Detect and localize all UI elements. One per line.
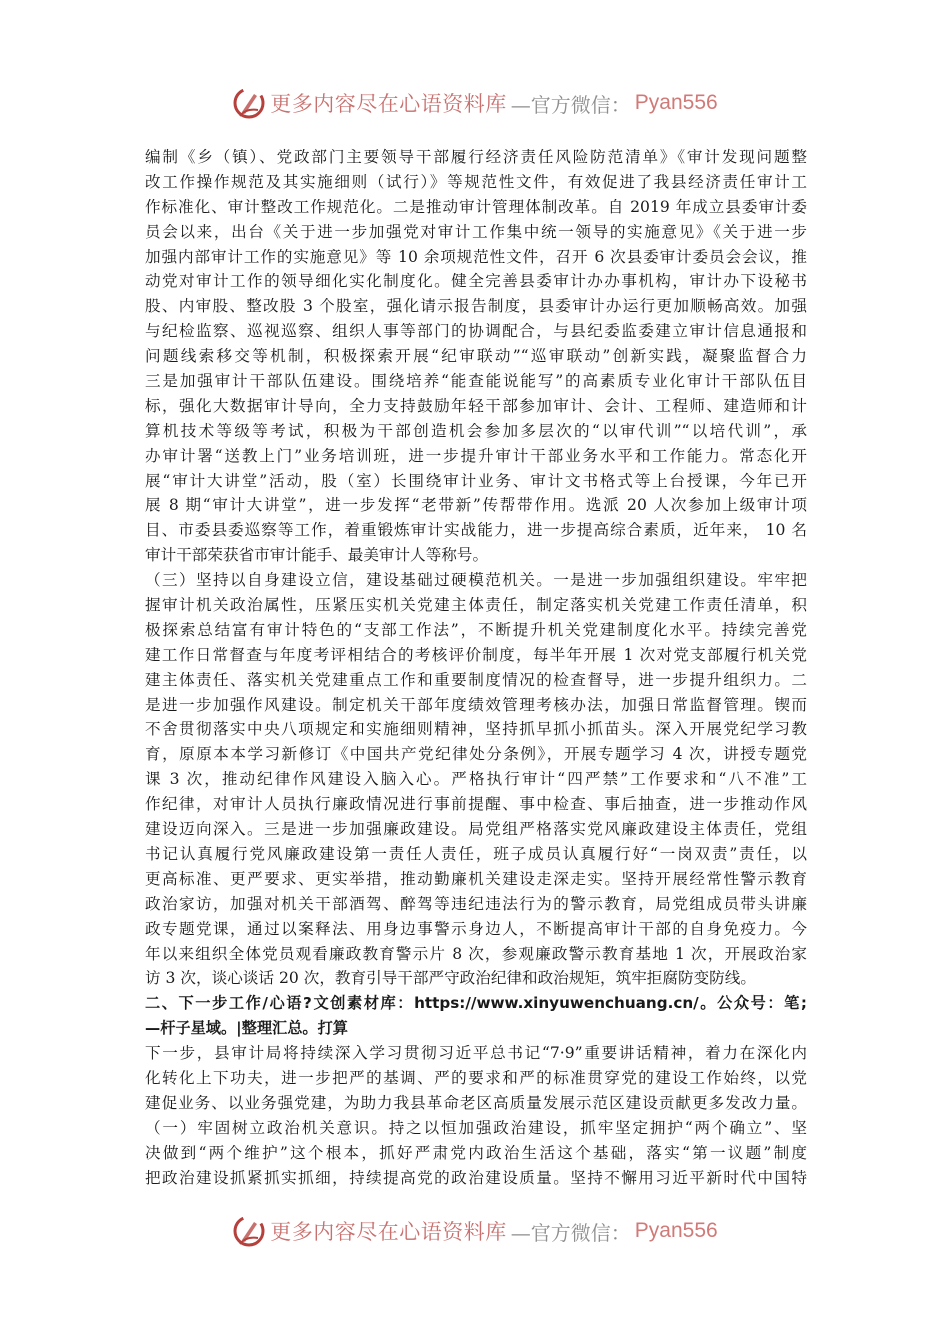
text-line: 课 3 次，推动纪律作风建设入脑入心。严格执行审计“四严禁”工作要求和“八不准”工: [145, 770, 807, 789]
text-line: 决做到“两个维护”这个根本，抓好严肃党内政治生活这个基础，落实“第一议题”制度: [145, 1143, 807, 1162]
text-line: 建工作日常督查与年度考评相结合的考核评价制度，每半年开展 1 次对党支部履行机关党: [145, 645, 807, 664]
text-line: 建主体责任、落实机关党建重点工作和重要制度情况的检查督导，进一步提升组织力。二: [145, 670, 807, 689]
pen-logo-icon: [232, 86, 266, 120]
watermark-wechat-id: Pyan556: [634, 91, 718, 114]
text-line: 握审计机关政治属性，压紧压实机关党建主体责任，制定落实机关党建工作责任清单，积: [145, 596, 807, 615]
text-line: 是进一步加强作风建设。制定机关干部年度绩效管理考核办法，加强日常监督管理。锲而: [145, 695, 807, 714]
text-line: 极探索总结富有审计特色的“支部工作法”，不断提升机关党建制度化水平。持续完善党: [145, 620, 807, 639]
text-line: （三）坚持以自身建设立信，建设基础过硬模范机关。一是进一步加强组织建设。牢牢把: [145, 571, 807, 590]
section-heading-line: 二、下一步工作/心语?文创素材库：https://www.xinyuwenchuang.cn/。公众号：笔;: [145, 994, 807, 1013]
text-line: 股、内审股、整改股 3 个股室，强化请示报告制度，县委审计办运行更加顺畅高效。加强: [145, 297, 807, 316]
text-line: 动党对审计工作的领导细化实化制度化。健全完善县委审计办办事机构，审计办下设秘书: [145, 272, 807, 291]
text-line: 更高标准、更严要求、更实举措，推动勤廉机关建设走深走实。坚持开展经常性警示教育: [145, 869, 807, 888]
text-line: 把政治建设抓紧抓实抓细，持续提高党的政治建设质量。坚持不懈用习近平新时代中国特: [145, 1168, 807, 1187]
text-line: 目、市委县委巡察等工作，着重锻炼审计实战能力，进一步提高综合素质，近年来， 10 名: [145, 521, 807, 540]
text-line: 书记认真履行党风廉政建设第一责任人责任，班子成员认真履行好“一岗双责”责任，以: [145, 844, 807, 863]
text-line: （一）牢固树立政治机关意识。持之以恒加强政治建设，抓牢坚定拥护“两个确立”、坚: [145, 1118, 807, 1137]
text-line: 访 3 次，谈心谈话 20 次，教育引导干部严守政治纪律和政治规矩，筑牢拒腐防变防线。: [145, 969, 756, 988]
text-line: 三是加强审计干部队伍建设。围绕培养“能查能说能写”的高素质专业化审计干部队伍目: [145, 372, 807, 391]
pen-logo-icon: [232, 1214, 266, 1248]
watermark-separator: —官方微信：: [510, 92, 631, 117]
text-line: 算机技术等级等考试，积极为干部创造机会参加多层次的“以审代训”“以培代训”，承: [145, 421, 807, 440]
text-line: 问题线索移交等机制，积极探索开展“纪审联动”“巡审联动”创新实践，凝聚监督合力: [145, 347, 807, 366]
text-line: 政治家访，加强对机关干部酒驾、醉驾等违纪违法行为的警示教育，局党组成员带头讲廉: [145, 894, 807, 913]
footer-watermark: [0, 1211, 950, 1251]
text-line: 员会以来，出台《关于进一步加强党对审计工作集中统一领导的实施意见》《关于进一步: [145, 222, 807, 241]
text-line: 育，原原本本学习新修订《中国共产党纪律处分条例》，开展专题学习 4 次，讲授专题党: [145, 745, 807, 764]
text-line: 年以来组织全体党员观看廉政教育警示片 8 次，参观廉政警示教育基地 1 次，开展政治家: [145, 944, 807, 963]
text-line: 编制《乡（镇）、党政部门主要领导干部履行经济责任风险防范清单》《审计发现问题整: [145, 148, 807, 166]
text-line: 化转化上下功夫，进一步把严的基调、严的要求和严的标准贯穿党的建设工作始终，以党: [145, 1068, 807, 1087]
text-line: 政专题党课，通过以案释法、用身边事警示身边人，不断提高审计干部的自身免疫力。今: [145, 919, 807, 938]
text-line: 审计干部荣获省市审计能手、最美审计人等称号。: [145, 546, 489, 565]
text-line: 标，强化大数据审计导向，全力支持鼓励年轻干部参加审计、会计、工程师、建造师和计: [145, 396, 807, 415]
watermark-wechat-id: Pyan556: [634, 1219, 718, 1242]
text-line: 改工作操作规范及其实施细则（试行）》等规范性文件，有效促进了我县经济责任审计工: [145, 172, 807, 191]
watermark-brand: 更多内容尽在心语资料库: [270, 1220, 507, 1244]
text-line: 作纪律，对审计人员执行廉政情况进行事前提醒、事中检查、事后抽查，进一步推动作风: [145, 795, 807, 814]
text-line: 与纪检监察、巡视巡察、组织人事等部门的协调配合，与县纪委监委建立审计信息通报和: [145, 322, 807, 341]
watermark-separator: —官方微信：: [510, 1220, 631, 1245]
text-line: 建促业务、以业务强党建，为助力我县革命老区高质量发展示范区建设贡献更多发改力量。: [145, 1093, 807, 1112]
text-line: 展 8 期“审计大讲堂”，进一步发挥“老带新”传帮带作用。选派 20 人次参加上级审计项: [145, 496, 807, 515]
text-line: 不舍贯彻落实中央八项规定和实施细则精神，坚持抓早抓小抓苗头。深入开展党纪学习教: [145, 720, 807, 739]
text-line: 加强内部审计工作的实施意见》等 10 余项规范性文件，召开 6 次县委审计委员会会议，推: [145, 247, 807, 266]
document-body: [145, 145, 807, 1190]
text-line: 作标准化、审计整改工作规范化。二是推动审计管理体制改革。自 2019 年成立县委审计委: [145, 197, 807, 216]
text-line: 下一步，县审计局将持续深入学习贯彻习近平总书记“7·9”重要讲话精神，着力在深化内: [145, 1044, 807, 1063]
header-watermark: [0, 83, 950, 123]
section-heading-line: —杆子星域。|整理汇总。打算: [145, 1019, 348, 1038]
text-line: 建设迈向深入。三是进一步加强廉政建设。局党组严格落实党风廉政建设主体责任，党组: [145, 820, 807, 839]
text-line: 办审计署“送教上门”业务培训班，进一步提升审计干部业务水平和工作能力。常态化开: [145, 446, 807, 465]
text-line: 展“审计大讲堂”活动，股（室）长围绕审计业务、审计文书格式等上台授课，今年已开: [145, 471, 807, 490]
watermark-brand: 更多内容尽在心语资料库: [270, 92, 507, 116]
